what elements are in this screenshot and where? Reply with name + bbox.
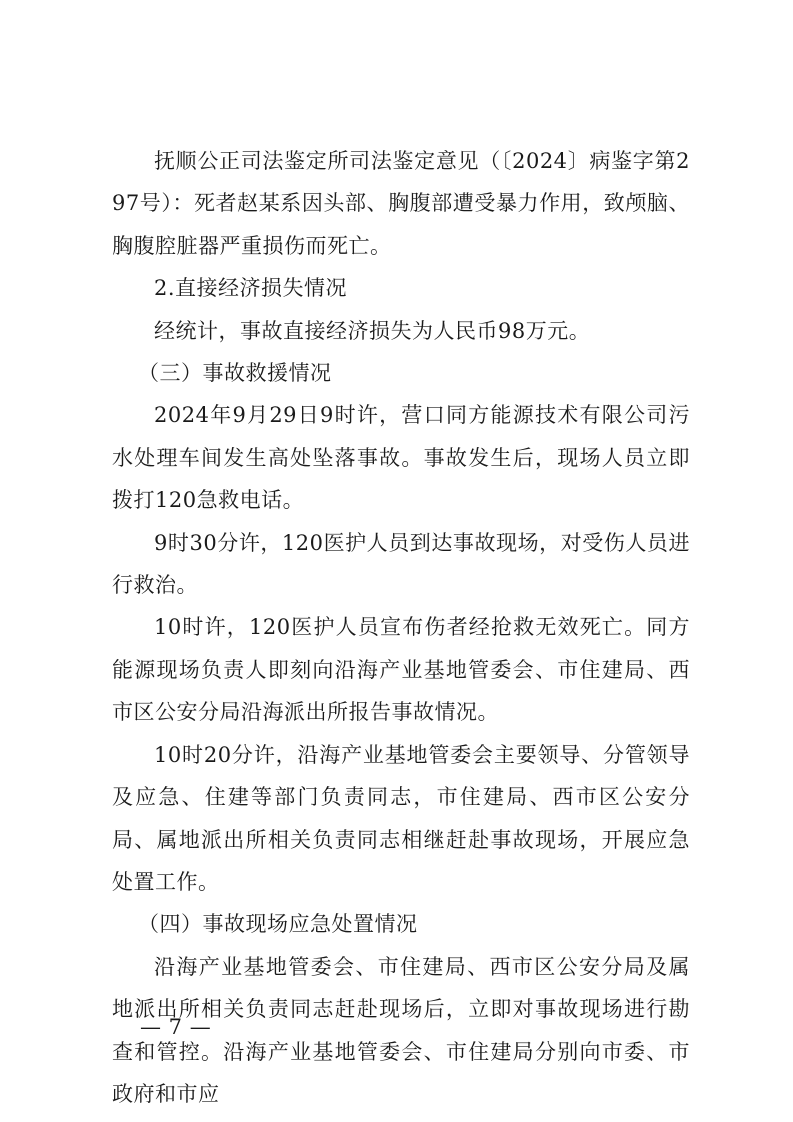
- section-heading-rescue: （三）事故救援情况: [138, 361, 332, 386]
- paragraph-economic-loss-title: 2.直接经济损失情况: [154, 276, 348, 301]
- paragraph-medical-arrival: 9时30分许，120医护人员到达事故现场，对受伤人员进行救治。: [112, 530, 690, 598]
- paragraph-death-report: 10时许，120医护人员宣布伤者经抢救无效死亡。同方能源现场负责人即刻向沿海产业基地管委会、市住建局、西市区公安分局沿海派出所报告事故情况。: [112, 615, 690, 725]
- paragraph-officials-arrival: 10时20分许，沿海产业基地管委会主要领导、分管领导及应急、住建等部门负责同志，市住建局、西市区公安分局、属地派出所相关负责同志相继赶赴事故现场，开展应急处置工作。: [112, 742, 690, 894]
- paragraph-site-control: 沿海产业基地管委会、市住建局、西市区公安分局及属地派出所相关负责同志赶赴现场后，立即对事故现场进行勘查和管控。沿海产业基地管委会、市住建局分别向市委、市政府和市应: [112, 954, 690, 1106]
- paragraph-accident-occurrence: 2024年9月29日9时许，营口同方能源技术有限公司污水处理车间发生高处坠落事故。事故发生后，现场人员立即拨打120急救电话。: [112, 403, 690, 513]
- page-number: — 7 —: [140, 1015, 212, 1039]
- section-heading-emergency-response: （四）事故现场应急处置情况: [138, 912, 418, 937]
- document-body: [112, 140, 690, 1115]
- paragraph-economic-loss: 经统计，事故直接经济损失为人民币98万元。: [154, 318, 591, 343]
- paragraph-forensic-opinion: 抚顺公正司法鉴定所司法鉴定意见（〔2024〕病鉴字第297号）：死者赵某系因头部、胸腹部遭受暴力作用，致颅脑、胸腹腔脏器严重损伤而死亡。: [112, 149, 690, 258]
